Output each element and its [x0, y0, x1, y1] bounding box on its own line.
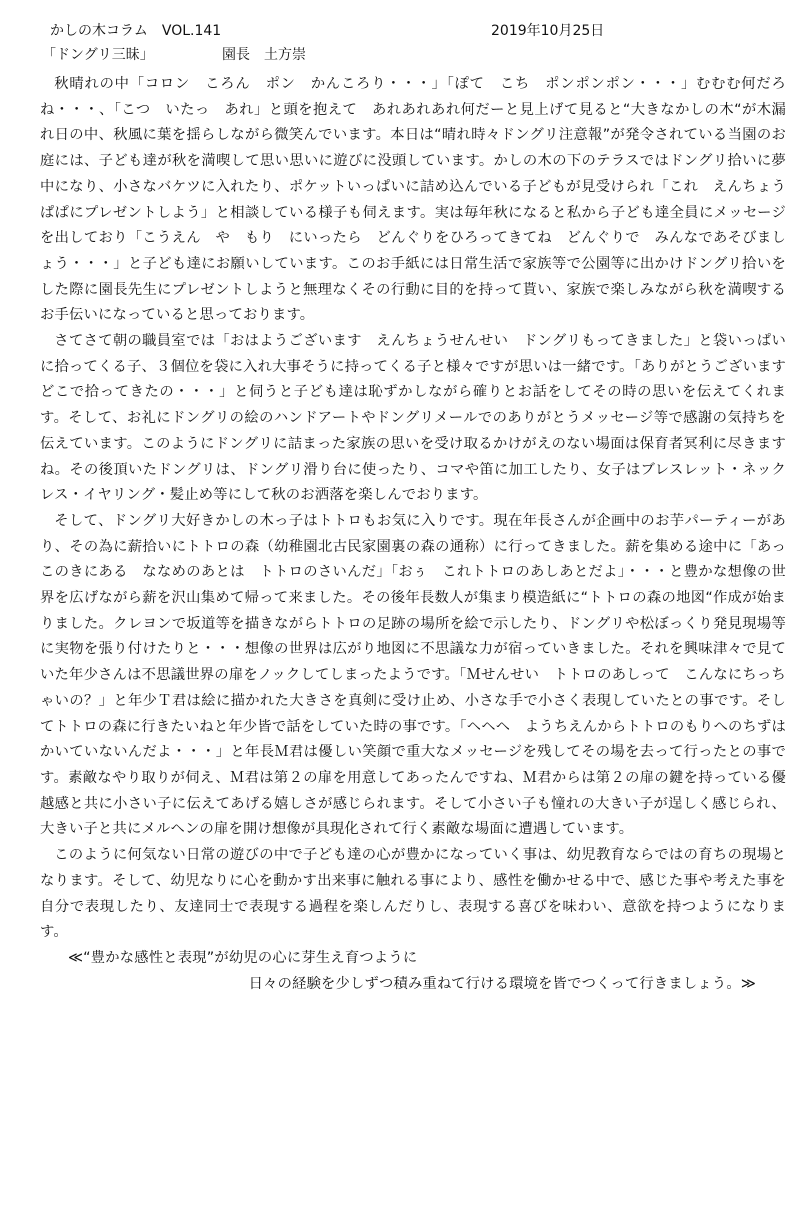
author-byline: 園長 土方崇: [222, 47, 306, 63]
paragraph-3: そして、ドングリ大好きかしの木っ子はトトロもお気に入りです。現在年長さんが企画中のお芋パーティーがあり、その為に薪拾いにトトロの森（幼稚園北古民家園裏の森の通称）に行ってきました。薪を集める途中に「あっ このきにある ななめのあとは トトロのさいんだ」「おぅ これトトロのあしあとだよ」・・・と豊かな想像の世界を広げながら薪を沢山集めて帰って来ました。その後年長数人が集まり模造紙に“トトロの森の地図“作成が始まりました。クレヨンで坂道等を描きながらトトロの足跡の場所を絵で示したり、ドングリや松ぼっくり発見現場等に実物を張り付けたりと・・・想像の世界は広がり地図に不思議な力が宿っていきました。それを興味津々で見ていた年少さんは不思議世界の扉をノックしてしまったようです。「Ｍせんせい トトロのあしって こんなにちっちゃいの？」と年少Ｔ君は絵に描かれた大きさを真剣に受け止め、小さな手で小さく表現していたとの事です。そしてトトロの森に行きたいねと年少皆で話をしていた時の事です。「ヘヘヘ ようちえんからトトロのもりへのちずは かいていないんだよ・・・」と年長Ｍ君は優しい笑顔で重大なメッセージを残してその場を去って行ったとの事です。素敵なやり取りが伺え、Ｍ君は第２の扉を用意してあったんですね、Ｍ君からは第２の扉の鍵を持っている優越感と共に小さい子に伝えてあげる嬉しさが感じられます。そして小さい子も憧れの大きい子が逞しく感じられ、大きい子と共にメルヘンの扉を開け想像が具現化されて行く素敵な場面に遭遇しています。: [40, 512, 800, 838]
closing-line-2: 日々の経験を少しずつ積み重ねて行ける環境を皆でつくって行きましょう。≫: [248, 975, 756, 992]
paragraph-4: このように何気ない日常の遊びの中で子ども達の心が豊かになっていく事は、幼児教育ならではの育ちの現場となります。そして、幼児なりに心を動かす出来事に触れる事により、感性を働かせる中で、感じた事や考えた事を自分で表現したり、友達同士で表現する過程を楽しんだりし、表現する喜びを味わい、意欲を持つようになります。: [40, 847, 786, 941]
paragraph-2: さてさて朝の職員室では「おはようございます えんちょうせんせい ドングリもってきました」と袋いっぱいに拾ってくる子、３個位を袋に入れ大事そうに持ってくる子と様々ですが思いは一緒です。「ありがとうございます どこで拾ってきたの・・・」と伺うと子ども達は恥ずかしながら確りとお話をしてその時の思いを伝えてくれます。そして、お礼にドングリの絵のハンドアートやドングリメールでのありがとうメッセージ等で感謝の気持ちを伝えています。このようにドングリに詰まった家族の思いを受け取るかけがえのない場面は保育者冥利に尽きますね。その後頂いたドングリは、ドングリ滑り台に使ったり、コマや笛に加工したり、女子はブレスレット・ネックレス・イヤリング・髪止め等にして秋のお洒落を楽しんでおります。: [40, 333, 800, 504]
paragraph-1: 秋晴れの中「コロン ころん ポン かんころり・・・」「ぽて こち ポンポンポン・・・」むむむ何だろね・・・、「こつ いたっ あれ」と頭を抱えて あれあれあれ何だーと見上げて見ると“大きなかしの木“が木漏れ日の中、秋風に葉を揺らしながら微笑んでいます。本日は“晴れ時々ドングリ注意報”が発令されている当園のお庭には、子ども達が秋を満喫して思い思いに遊びに没頭しています。かしの木の下のテラスではドングリ拾いに夢中になり、小さなバケツに入れたり、ポケットいっぱいに詰め込んでいる子どもが見受けられ「これ えんちょうぱぱにプレゼントしよう」と相談している様子も伺えます。実は毎年秋になると私から子ども達全員にメッセージを出しており「こうえん や もり にいったら どんぐりをひろってきてね どんぐりで みんなであそびましょう・・・」と子ども達にお願いしています。このお手紙には日常生活で家族等で公園等に出かけドングリ拾いをした際に園長先生にプレゼントしようと無理なくその行動に目的を持って貰い、家族で楽しみながら秋を満喫するお手伝いになっていると思っております。: [40, 76, 786, 324]
article-body: [40, 72, 800, 997]
column-title: かしの木コラム VOL.141: [50, 23, 222, 39]
closing-line-1: ≪“豊かな感性と表現”が幼児の心に芽生え育つように: [68, 949, 418, 966]
article-title: 「ドングリ三昧」: [42, 47, 154, 63]
issue-date: 2019年10月25日: [491, 23, 605, 39]
